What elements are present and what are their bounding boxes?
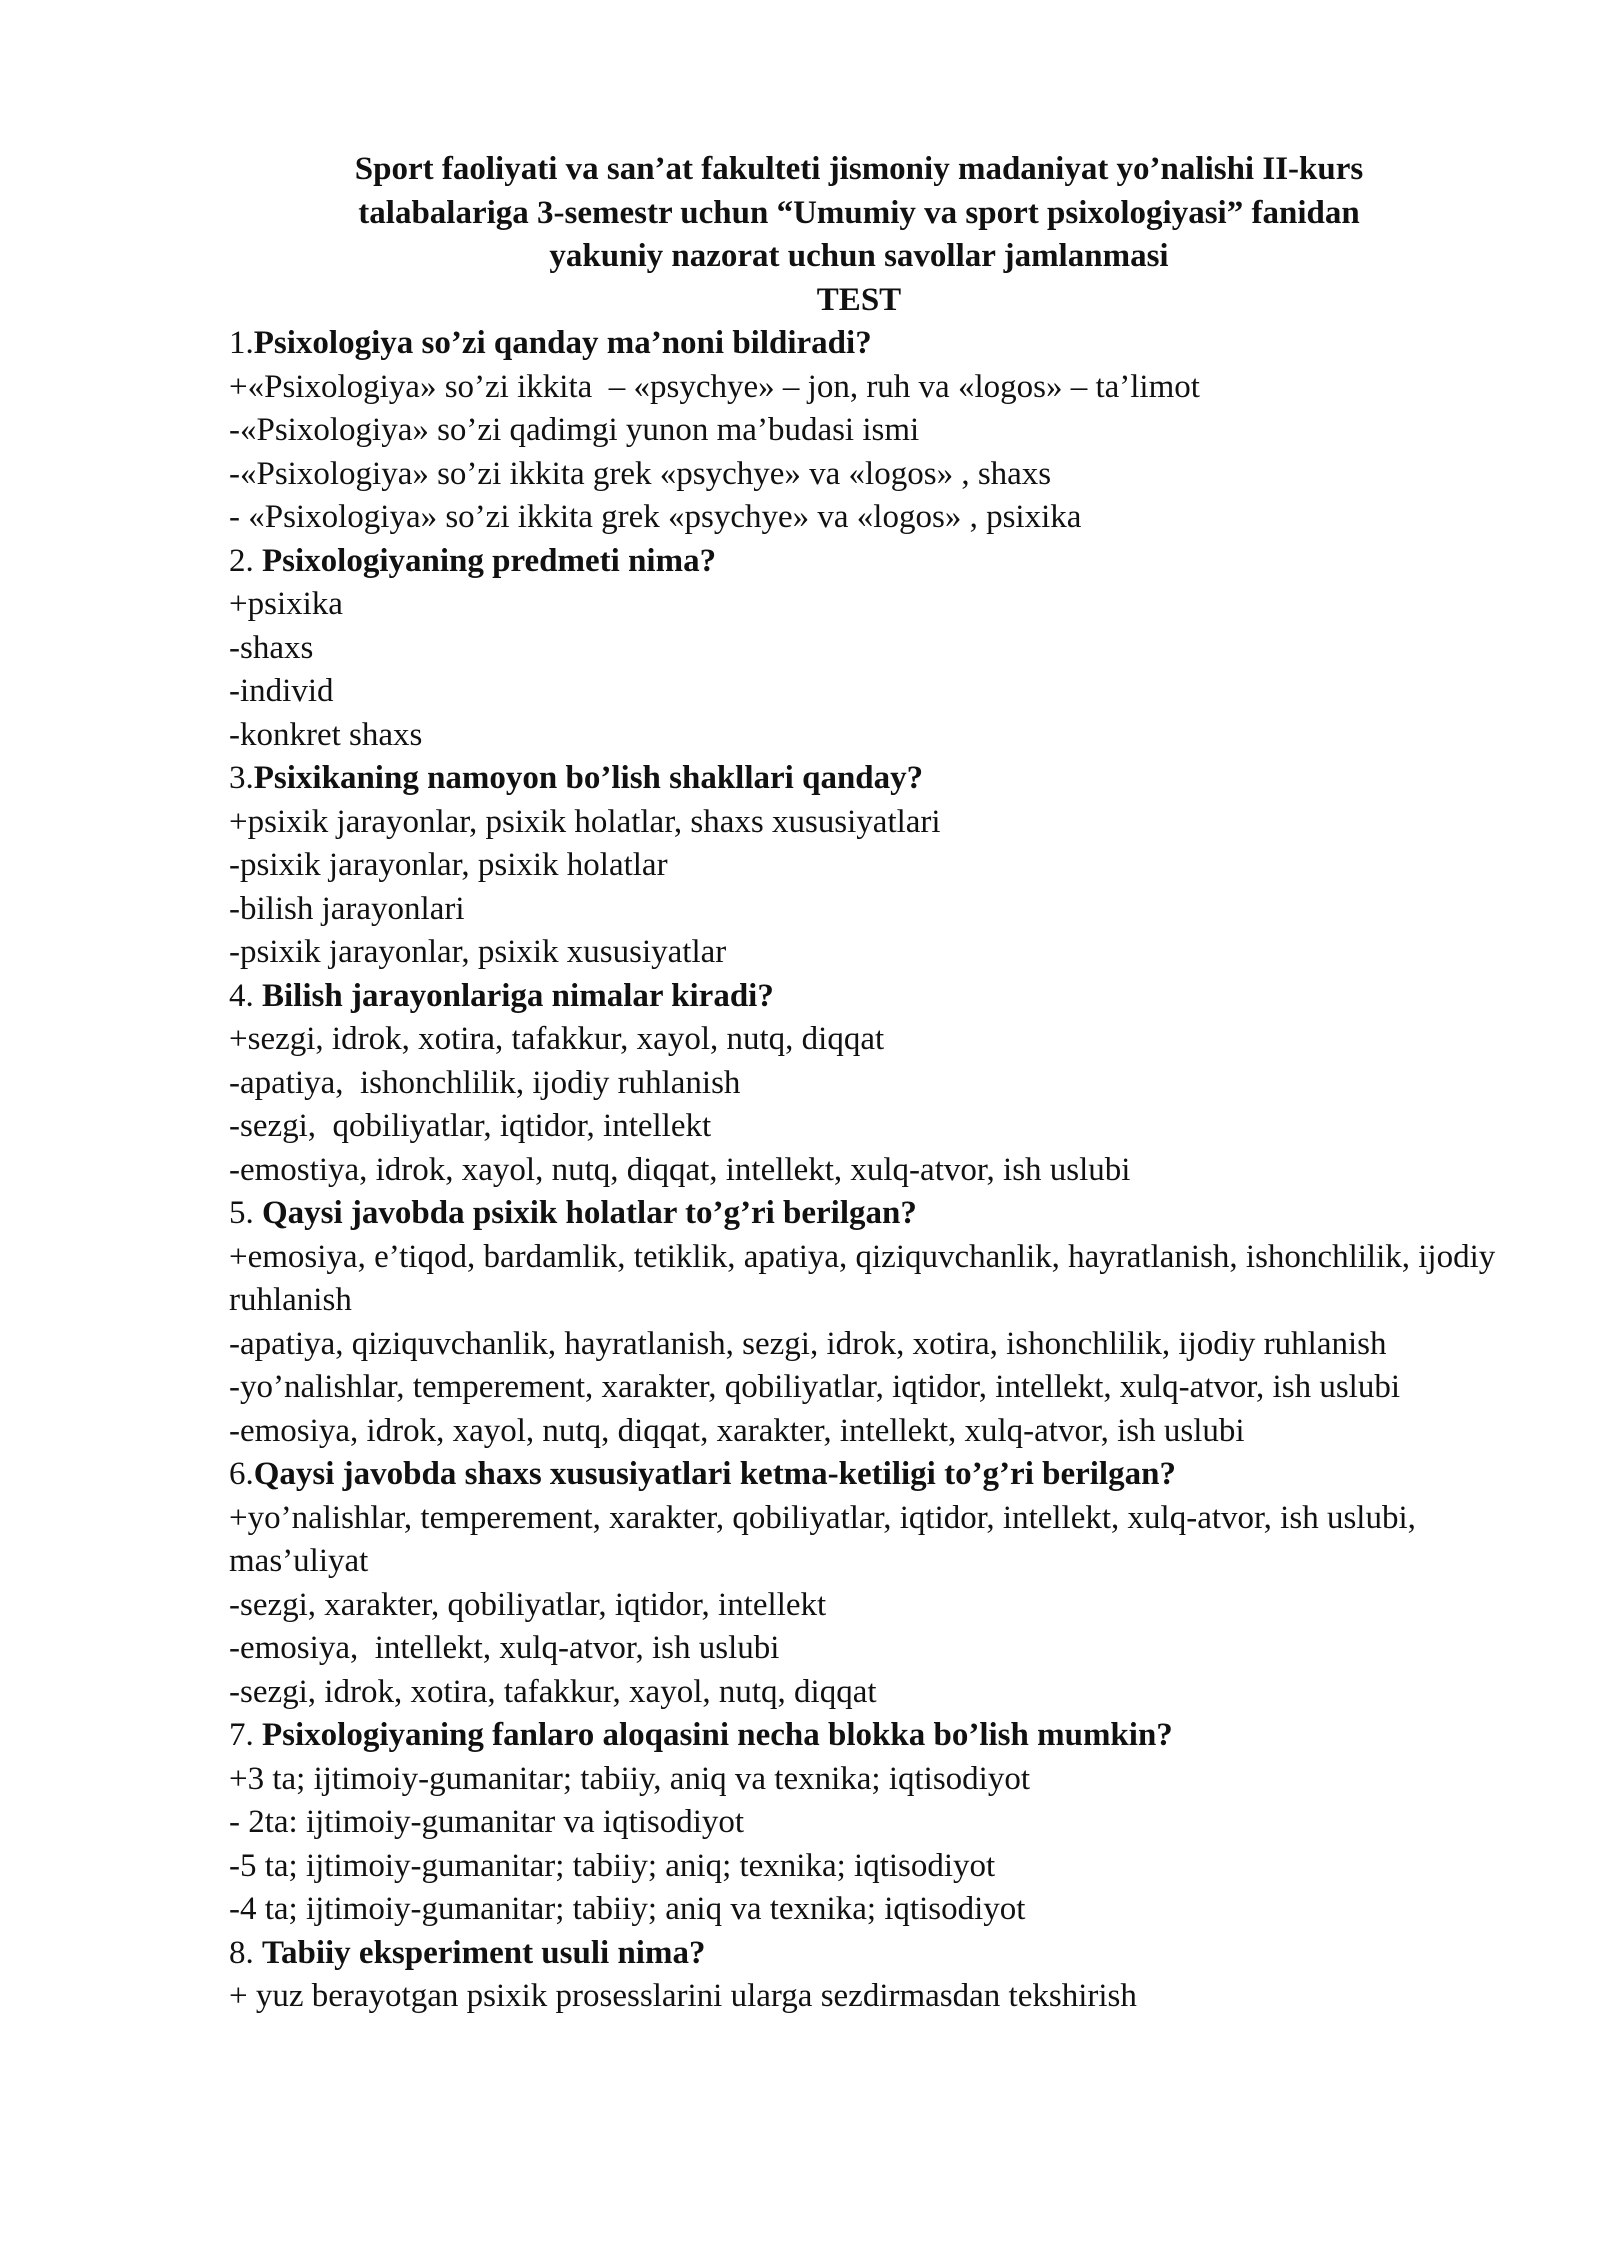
question-block — [229, 975, 1529, 1193]
question-line — [229, 540, 1529, 584]
answer-option: +emosiya, e’tiqod, bardamlik, tetiklik, apatiya, qiziquvchanlik, hayratlanish, ishonchlilik, ijodiy ruhlanish — [229, 1238, 1504, 1318]
question-block — [229, 322, 1529, 540]
answer-option: -apatiya, qiziquvchanlik, hayratlanish, sezgi, idrok, xotira, ishonchlilik, ijodiy ruhlanish — [229, 1325, 1387, 1362]
answer-option: -individ — [229, 673, 334, 709]
answer-option: -sezgi, qobiliyatlar, iqtidor, intellekt — [229, 1108, 712, 1144]
question-line — [229, 1192, 1529, 1236]
question-line — [229, 757, 1529, 801]
question-number: 7. — [229, 1717, 262, 1753]
answer-option: + yuz berayotgan psixik prosesslarini ularga sezdirmasdan tekshirish — [229, 1978, 1137, 2014]
answer-option: -«Psixologiya» so’zi ikkita grek «psychye» va «logos» , shaxs — [229, 455, 1052, 492]
answer-option: +3 ta; ijtimoiy-gumanitar; tabiiy, aniq va texnika; iqtisodiyot — [229, 1760, 1031, 1797]
answer-option: +psixik jarayonlar, psixik holatlar, shaxs xususiyatlari — [229, 803, 941, 840]
question-number: 2. — [229, 542, 262, 579]
question-number: 6. — [229, 1456, 254, 1492]
document-page — [229, 148, 1529, 2019]
question-block — [229, 757, 1529, 975]
answer-option: -emosiya, intellekt, xulq-atvor, ish uslubi — [229, 1630, 780, 1666]
header-line: talabalariga 3-semestr uchun “Umumiy va sport psixologiyasi” fanidan — [358, 194, 1360, 231]
answer-option: -emosiya, idrok, xayol, nutq, diqqat, xarakter, intellekt, xulq-atvor, ish uslubi — [229, 1412, 1245, 1449]
question-block — [229, 1192, 1529, 1453]
question-number: 5. — [229, 1195, 262, 1231]
answer-option: -4 ta; ijtimoiy-gumanitar; tabiiy; aniq va texnika; iqtisodiyot — [229, 1891, 1026, 1927]
answer-option: +yo’nalishlar, temperement, xarakter, qobiliyatlar, iqtidor, intellekt, xulq-atvor, ish uslubi, mas’uliyat — [229, 1499, 1425, 1579]
question-block — [229, 1714, 1529, 1932]
question-block — [229, 540, 1529, 758]
question-text: Tabiiy eksperiment usuli nima? — [262, 1934, 706, 1971]
answer-option: -5 ta; ijtimoiy-gumanitar; tabiiy; aniq; texnika; iqtisodiyot — [229, 1847, 996, 1884]
question-block — [229, 1453, 1529, 1714]
answer-option: -yo’nalishlar, temperement, xarakter, qobiliyatlar, iqtidor, intellekt, xulq-atvor, ish uslubi — [229, 1369, 1401, 1405]
header-line: yakuniy nazorat uchun savollar jamlanmasi — [549, 238, 1169, 274]
answer-option: - 2ta: ijtimoiy-gumanitar va iqtisodiyot — [229, 1804, 745, 1840]
answer-option: - «Psixologiya» so’zi ikkita grek «psychye» va «logos» , psixika — [229, 499, 1082, 535]
question-text: Qaysi javobda psixik holatlar to’g’ri berilgan? — [262, 1195, 917, 1231]
answer-option: +sezgi, idrok, xotira, tafakkur, xayol, nutq, diqqat — [229, 1021, 885, 1057]
question-text: Psixologiya so’zi qanday ma’noni bildiradi? — [253, 325, 872, 361]
question-number: 1. — [229, 325, 254, 361]
answer-option: -konkret shaxs — [229, 716, 423, 753]
answer-option: -psixik jarayonlar, psixik xususiyatlar — [229, 934, 727, 970]
answer-option: -apatiya, ishonchlilik, ijodiy ruhlanish — [229, 1064, 741, 1101]
question-text: Psixologiyaning predmeti nima? — [262, 542, 717, 579]
question-number: 3. — [229, 760, 254, 796]
answer-option: +«Psixologiya» so’zi ikkita – «psychye» – jon, ruh va «logos» – ta’limot — [229, 368, 1200, 405]
question-text: Psixologiyaning fanlaro aloqasini necha blokka bo’lish mumkin? — [262, 1717, 1173, 1753]
answer-option: -sezgi, xarakter, qobiliyatlar, iqtidor, intellekt — [229, 1586, 827, 1623]
question-text: Bilish jarayonlariga nimalar kiradi? — [262, 977, 774, 1014]
question-list — [229, 322, 1529, 2019]
answer-option: +psixika — [229, 586, 343, 622]
answer-option: -shaxs — [229, 629, 314, 666]
answer-option: -sezgi, idrok, xotira, tafakkur, xayol, nutq, diqqat — [229, 1673, 877, 1710]
answer-option: -bilish jarayonlari — [229, 890, 465, 927]
question-line — [229, 1932, 1529, 1976]
question-text: Qaysi javobda shaxs xususiyatlari ketma-ketiligi to’g’ri berilgan? — [253, 1456, 1176, 1492]
answer-option: -psixik jarayonlar, psixik holatlar — [229, 847, 668, 883]
header-line: Sport faoliyati va san’at fakulteti jismoniy madaniyat yo’nalishi II-kurs — [354, 151, 1364, 187]
question-block — [229, 1932, 1529, 2019]
test-heading: TEST — [816, 281, 902, 318]
question-line — [229, 1714, 1529, 1758]
question-line — [229, 1453, 1529, 1497]
question-number: 4. — [229, 977, 262, 1014]
document-header — [249, 148, 1469, 322]
question-number: 8. — [229, 1934, 262, 1971]
answer-option: -emostiya, idrok, xayol, nutq, diqqat, intellekt, xulq-atvor, ish uslubi — [229, 1151, 1131, 1188]
answer-option: -«Psixologiya» so’zi qadimgi yunon ma’budasi ismi — [229, 412, 920, 448]
question-line — [229, 322, 1529, 366]
question-text: Psixikaning namoyon bo’lish shakllari qanday? — [253, 760, 924, 796]
question-line — [229, 975, 1529, 1019]
